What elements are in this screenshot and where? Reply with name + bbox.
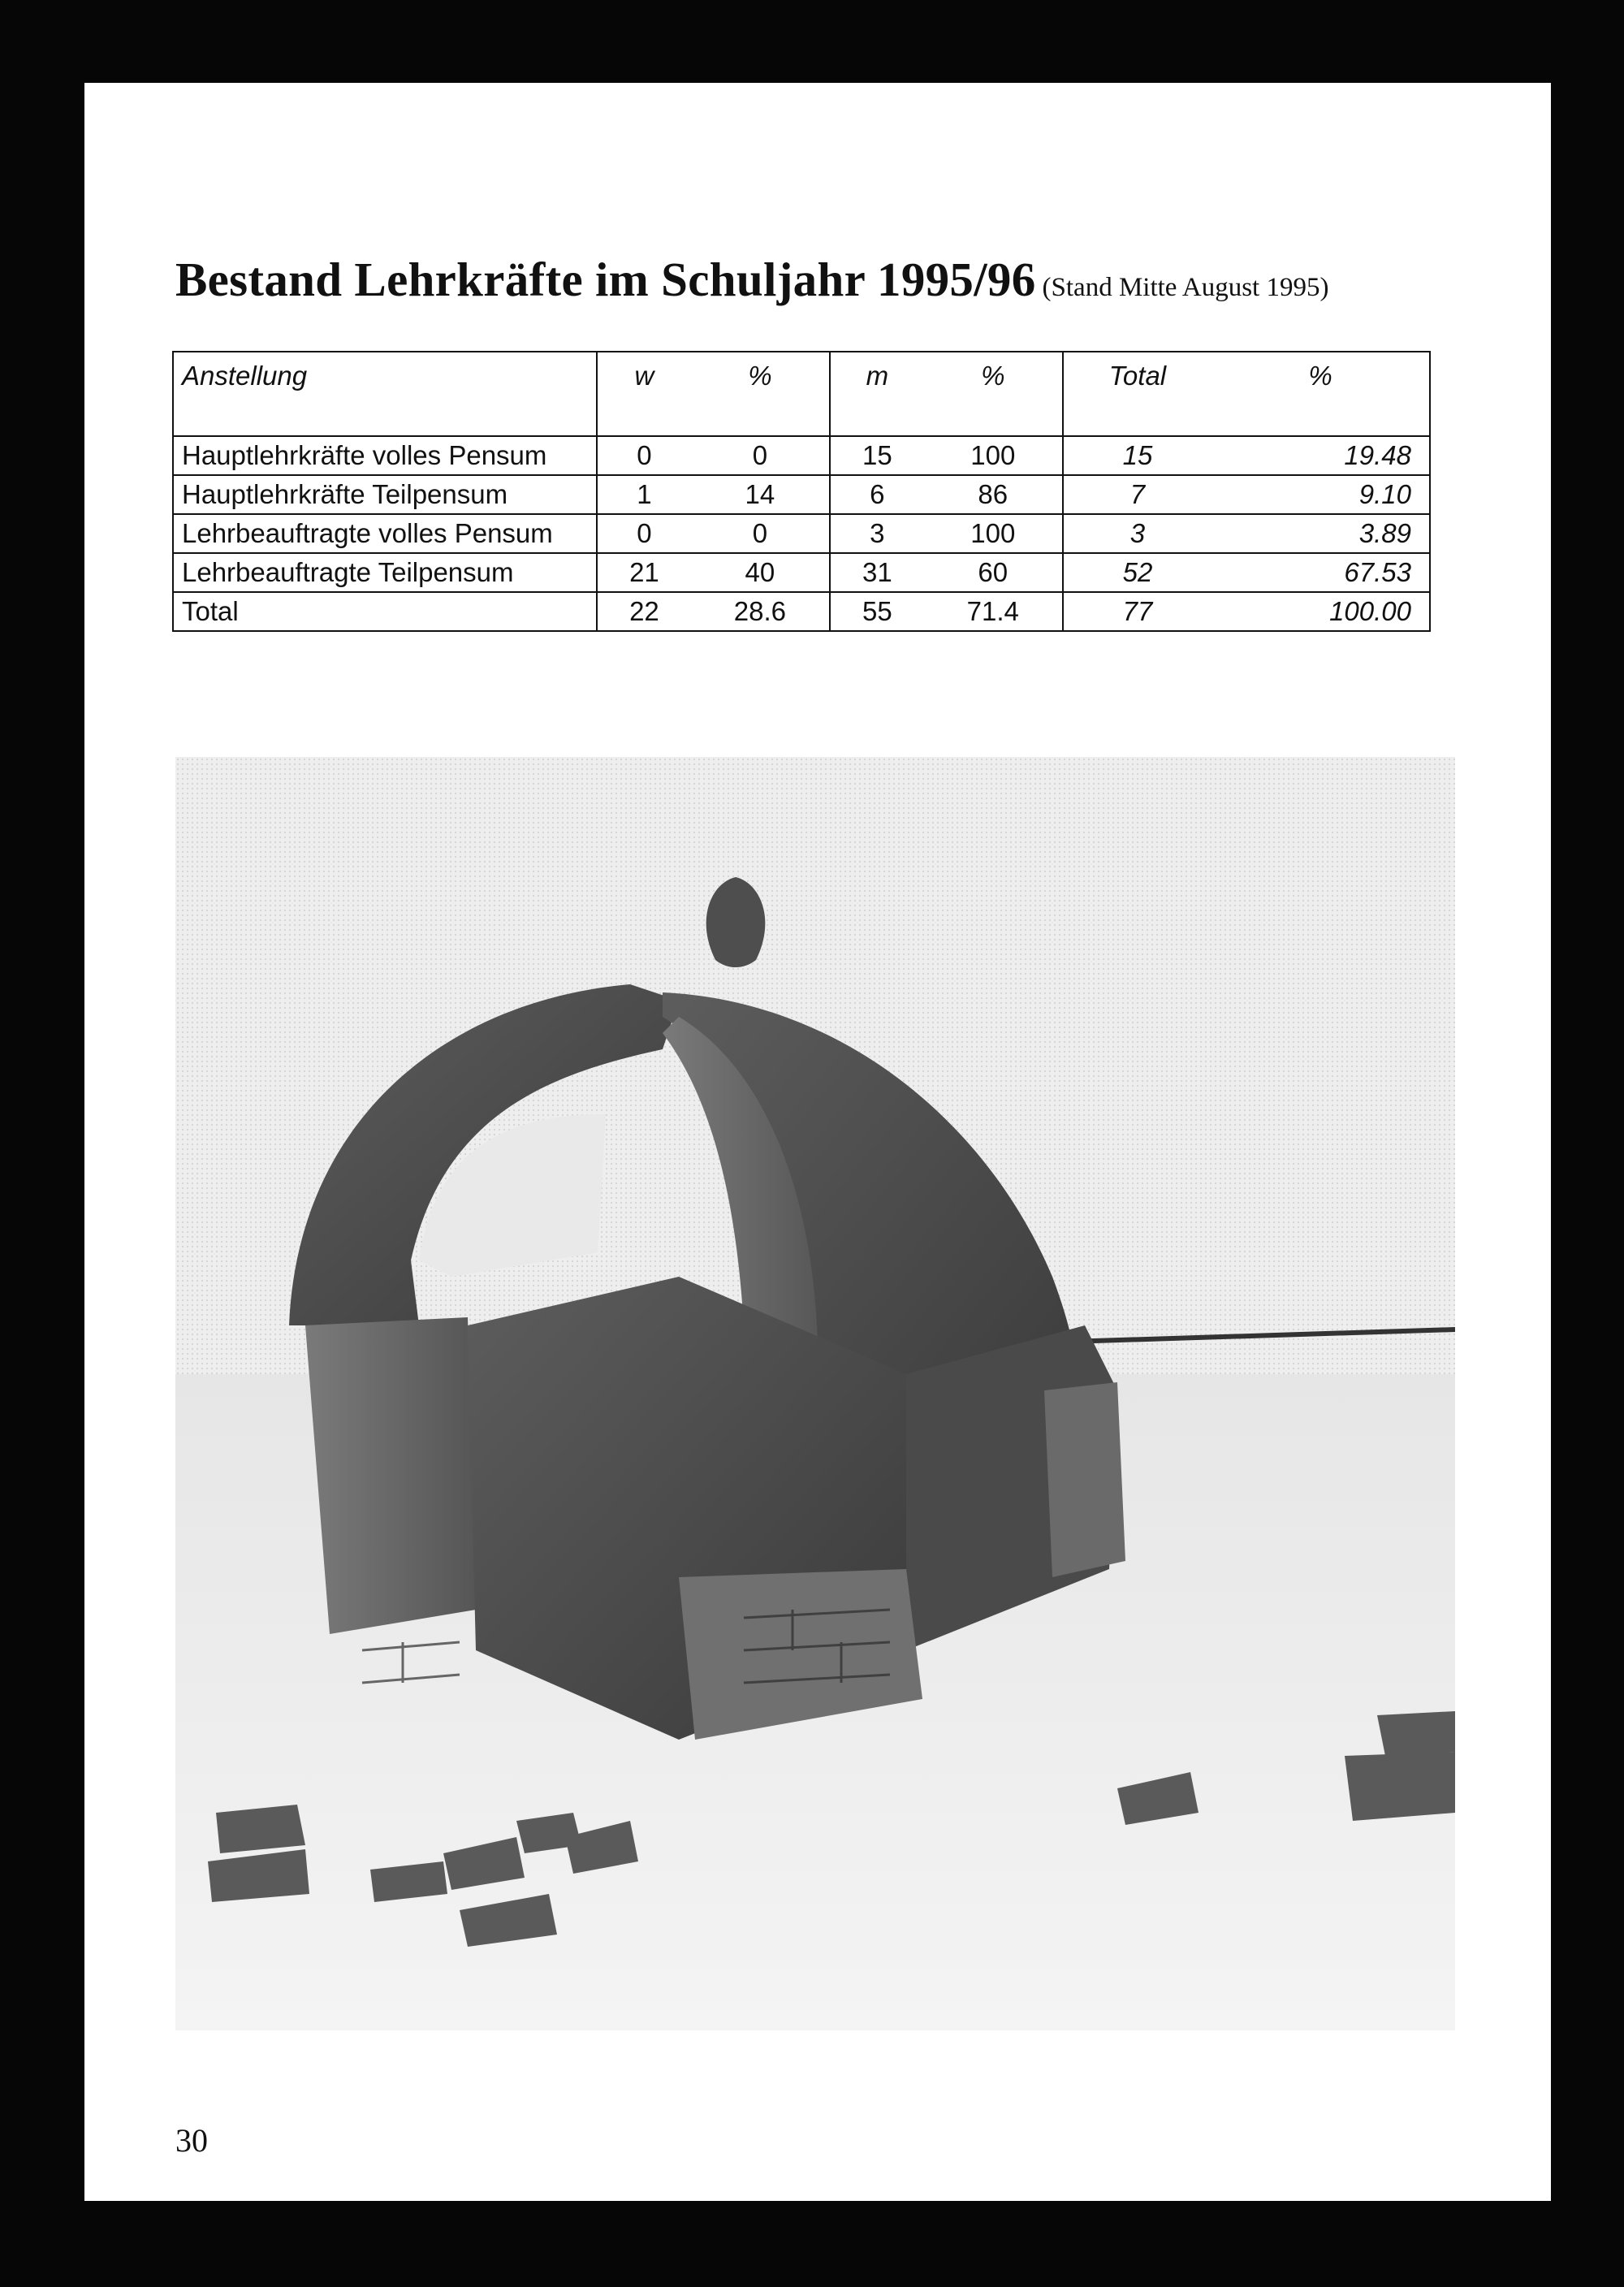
cell-total: 77	[1063, 592, 1212, 631]
cell-m-percent: 100	[924, 514, 1063, 553]
cell-total-percent: 9.10	[1212, 475, 1430, 514]
cell-m: 55	[830, 592, 924, 631]
cell-total-percent: 19.48	[1212, 436, 1430, 475]
cell-total: 15	[1063, 436, 1212, 475]
cell-total-percent: 67.53	[1212, 553, 1430, 592]
cell-m: 15	[830, 436, 924, 475]
cell-anstellung: Lehrbeauftragte Teilpensum	[173, 553, 597, 592]
cell-total: 7	[1063, 475, 1212, 514]
cell-w: 0	[597, 514, 691, 553]
heading-subtitle: (Stand Mitte August 1995)	[1042, 273, 1329, 302]
cell-total: 52	[1063, 553, 1212, 592]
cell-anstellung: Lehrbeauftragte volles Pensum	[173, 514, 597, 553]
table-row	[173, 436, 1430, 475]
cell-m: 31	[830, 553, 924, 592]
header-w: w	[634, 361, 654, 391]
cell-m-percent: 100	[924, 436, 1063, 475]
header-total: Total	[1108, 361, 1167, 391]
cell-m: 6	[830, 475, 924, 514]
cell-w-percent: 0	[691, 436, 830, 475]
cell-anstellung: Hauptlehrkräfte volles Pensum	[173, 436, 597, 475]
header-total-percent: %	[1212, 352, 1430, 436]
cell-w-percent: 40	[691, 553, 830, 592]
cell-anstellung: Total	[173, 592, 597, 631]
header-m: m	[866, 361, 889, 391]
document-page	[84, 83, 1551, 2201]
cell-total-percent: 100.00	[1212, 592, 1430, 631]
cell-m-percent: 71.4	[924, 592, 1063, 631]
cell-w: 0	[597, 436, 691, 475]
table-header-row	[173, 352, 1430, 436]
table-row	[173, 553, 1430, 592]
table-row	[173, 475, 1430, 514]
clay-sculpture-photo	[175, 757, 1455, 2030]
staff-table	[172, 351, 1431, 632]
header-w-percent: %	[691, 352, 830, 436]
heading-title: Bestand Lehrkräfte im Schuljahr 1995/96	[175, 253, 1036, 306]
cell-w: 1	[597, 475, 691, 514]
cell-anstellung: Hauptlehrkräfte Teilpensum	[173, 475, 597, 514]
cell-total-percent: 3.89	[1212, 514, 1430, 553]
page-number: 30	[175, 2122, 208, 2159]
cell-w-percent: 0	[691, 514, 830, 553]
cell-total: 3	[1063, 514, 1212, 553]
cell-w-percent: 28.6	[691, 592, 830, 631]
cell-m-percent: 86	[924, 475, 1063, 514]
cell-w: 22	[597, 592, 691, 631]
cell-w: 21	[597, 553, 691, 592]
table-row-total	[173, 592, 1430, 631]
header-m-percent: %	[924, 352, 1063, 436]
cell-w-percent: 14	[691, 475, 830, 514]
table-row	[173, 514, 1430, 553]
cell-m-percent: 60	[924, 553, 1063, 592]
header-anstellung: Anstellung	[173, 352, 597, 436]
page-heading	[175, 252, 1328, 308]
cell-m: 3	[830, 514, 924, 553]
